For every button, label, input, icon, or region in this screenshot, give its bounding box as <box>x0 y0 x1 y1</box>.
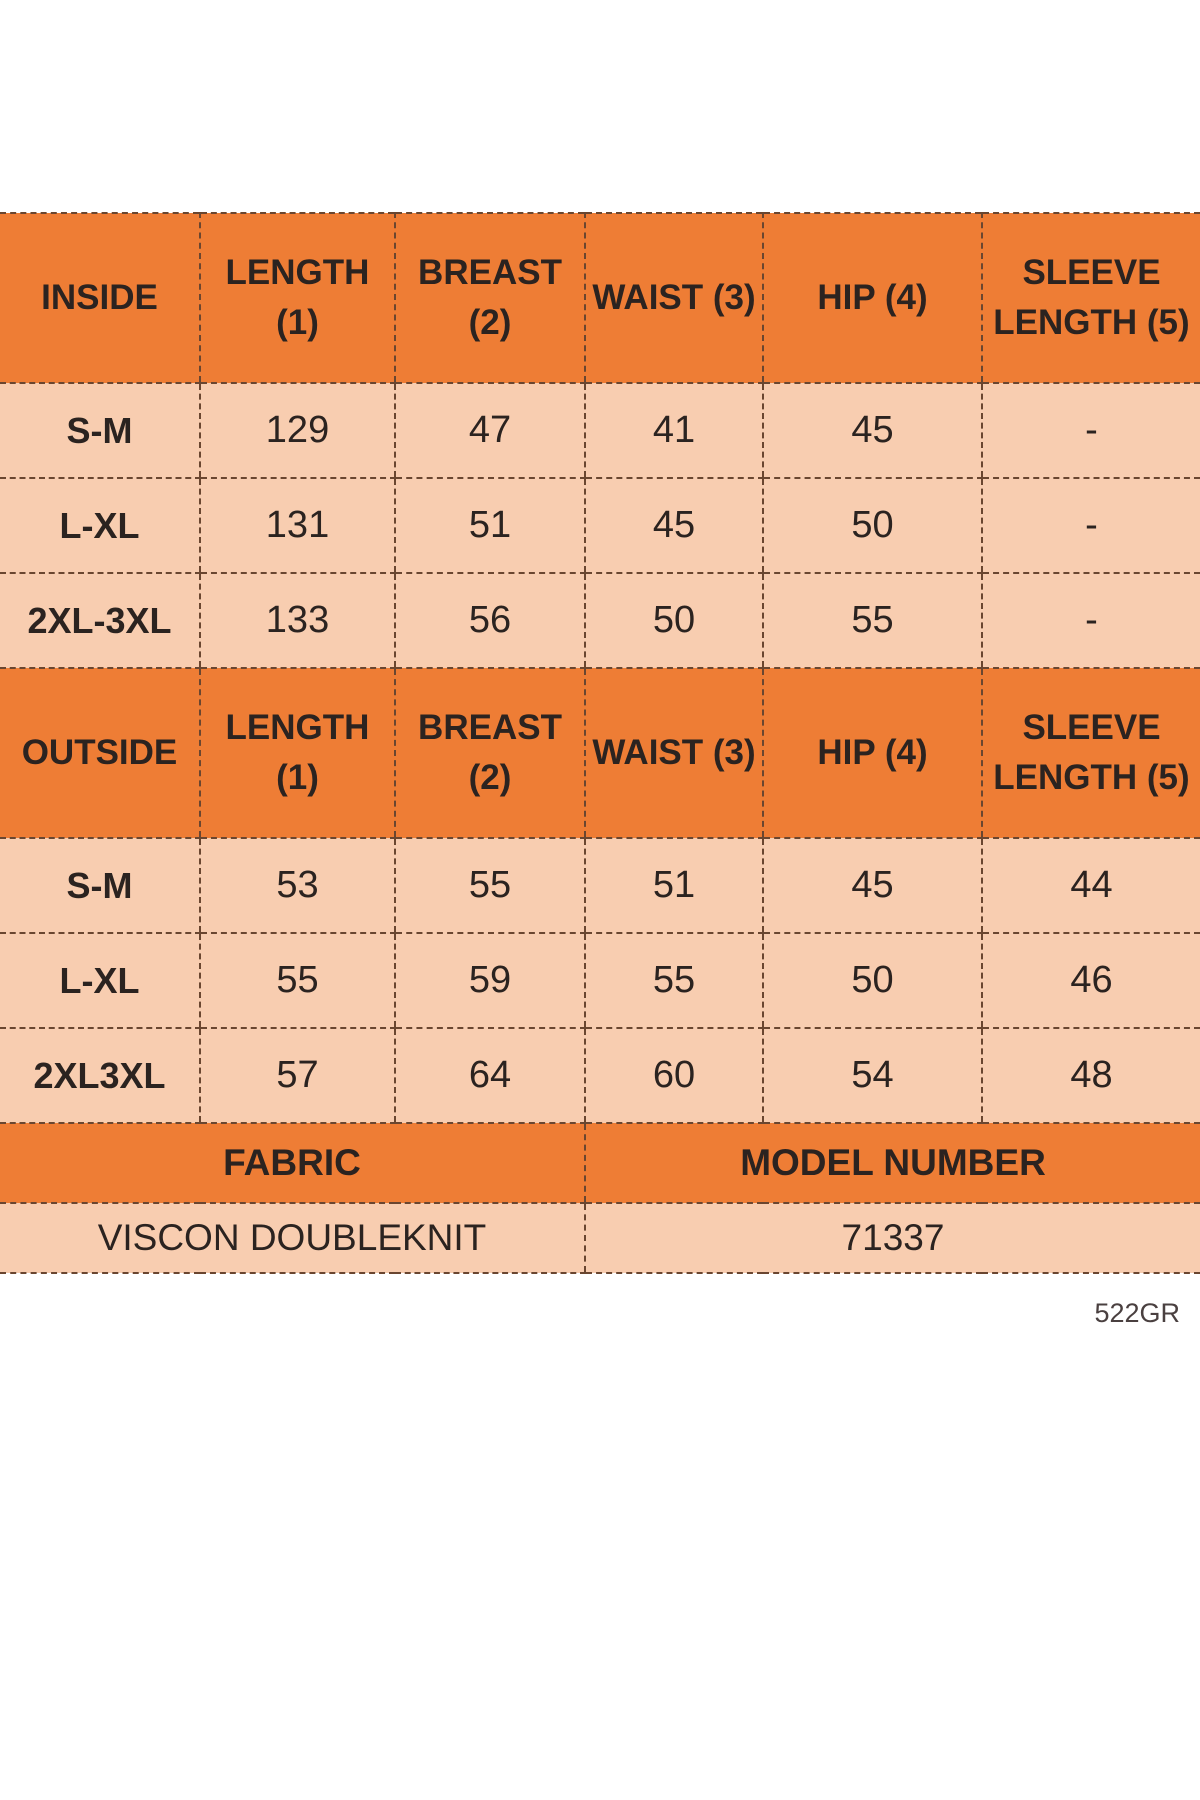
length-value: 57 <box>200 1028 395 1123</box>
waist-value: 41 <box>585 383 763 478</box>
column-header-length: LENGTH (1) <box>200 213 395 383</box>
size-label: S-M <box>0 383 200 478</box>
outside-header-row <box>0 668 1200 838</box>
column-header-hip: HIP (4) <box>763 668 982 838</box>
hip-value: 45 <box>763 383 982 478</box>
column-header-sleeve-length: SLEEVE LENGTH (5) <box>982 213 1200 383</box>
table-row <box>0 933 1200 1028</box>
table-row <box>0 478 1200 573</box>
column-header-breast: BREAST (2) <box>395 668 585 838</box>
breast-value: 47 <box>395 383 585 478</box>
model-number-value: 71337 <box>585 1203 1200 1273</box>
breast-value: 51 <box>395 478 585 573</box>
sleeve-length-value: - <box>982 478 1200 573</box>
section-title-inside: INSIDE <box>0 213 200 383</box>
length-value: 53 <box>200 838 395 933</box>
breast-value: 56 <box>395 573 585 668</box>
sleeve-length-value: 46 <box>982 933 1200 1028</box>
column-header-waist: WAIST (3) <box>585 213 763 383</box>
breast-value: 64 <box>395 1028 585 1123</box>
section-title-outside: OUTSIDE <box>0 668 200 838</box>
hip-value: 45 <box>763 838 982 933</box>
waist-value: 60 <box>585 1028 763 1123</box>
waist-value: 55 <box>585 933 763 1028</box>
fabric-value: VISCON DOUBLEKNIT <box>0 1203 585 1273</box>
size-label: L-XL <box>0 933 200 1028</box>
length-value: 129 <box>200 383 395 478</box>
model-number-label: MODEL NUMBER <box>585 1123 1200 1203</box>
table-row <box>0 573 1200 668</box>
fabric-label: FABRIC <box>0 1123 585 1203</box>
size-label: 2XL-3XL <box>0 573 200 668</box>
hip-value: 55 <box>763 573 982 668</box>
size-label: 2XL3XL <box>0 1028 200 1123</box>
size-label: L-XL <box>0 478 200 573</box>
inside-header-row <box>0 213 1200 383</box>
hip-value: 50 <box>763 478 982 573</box>
breast-value: 59 <box>395 933 585 1028</box>
reference-code: 522GR <box>1094 1298 1180 1328</box>
length-value: 55 <box>200 933 395 1028</box>
table-row <box>0 838 1200 933</box>
column-header-waist: WAIST (3) <box>585 668 763 838</box>
sleeve-length-value: 44 <box>982 838 1200 933</box>
column-header-hip: HIP (4) <box>763 213 982 383</box>
hip-value: 54 <box>763 1028 982 1123</box>
waist-value: 51 <box>585 838 763 933</box>
size-chart-table <box>0 212 1200 1274</box>
sleeve-length-value: - <box>982 573 1200 668</box>
length-value: 133 <box>200 573 395 668</box>
column-header-breast: BREAST (2) <box>395 213 585 383</box>
hip-value: 50 <box>763 933 982 1028</box>
sleeve-length-value: 48 <box>982 1028 1200 1123</box>
waist-value: 50 <box>585 573 763 668</box>
sleeve-length-value: - <box>982 383 1200 478</box>
fabric-value-row <box>0 1203 1200 1273</box>
column-header-length: LENGTH (1) <box>200 668 395 838</box>
fabric-header-row <box>0 1123 1200 1203</box>
table-row <box>0 1028 1200 1123</box>
waist-value: 45 <box>585 478 763 573</box>
table-row <box>0 383 1200 478</box>
size-label: S-M <box>0 838 200 933</box>
breast-value: 55 <box>395 838 585 933</box>
column-header-sleeve-length: SLEEVE LENGTH (5) <box>982 668 1200 838</box>
length-value: 131 <box>200 478 395 573</box>
